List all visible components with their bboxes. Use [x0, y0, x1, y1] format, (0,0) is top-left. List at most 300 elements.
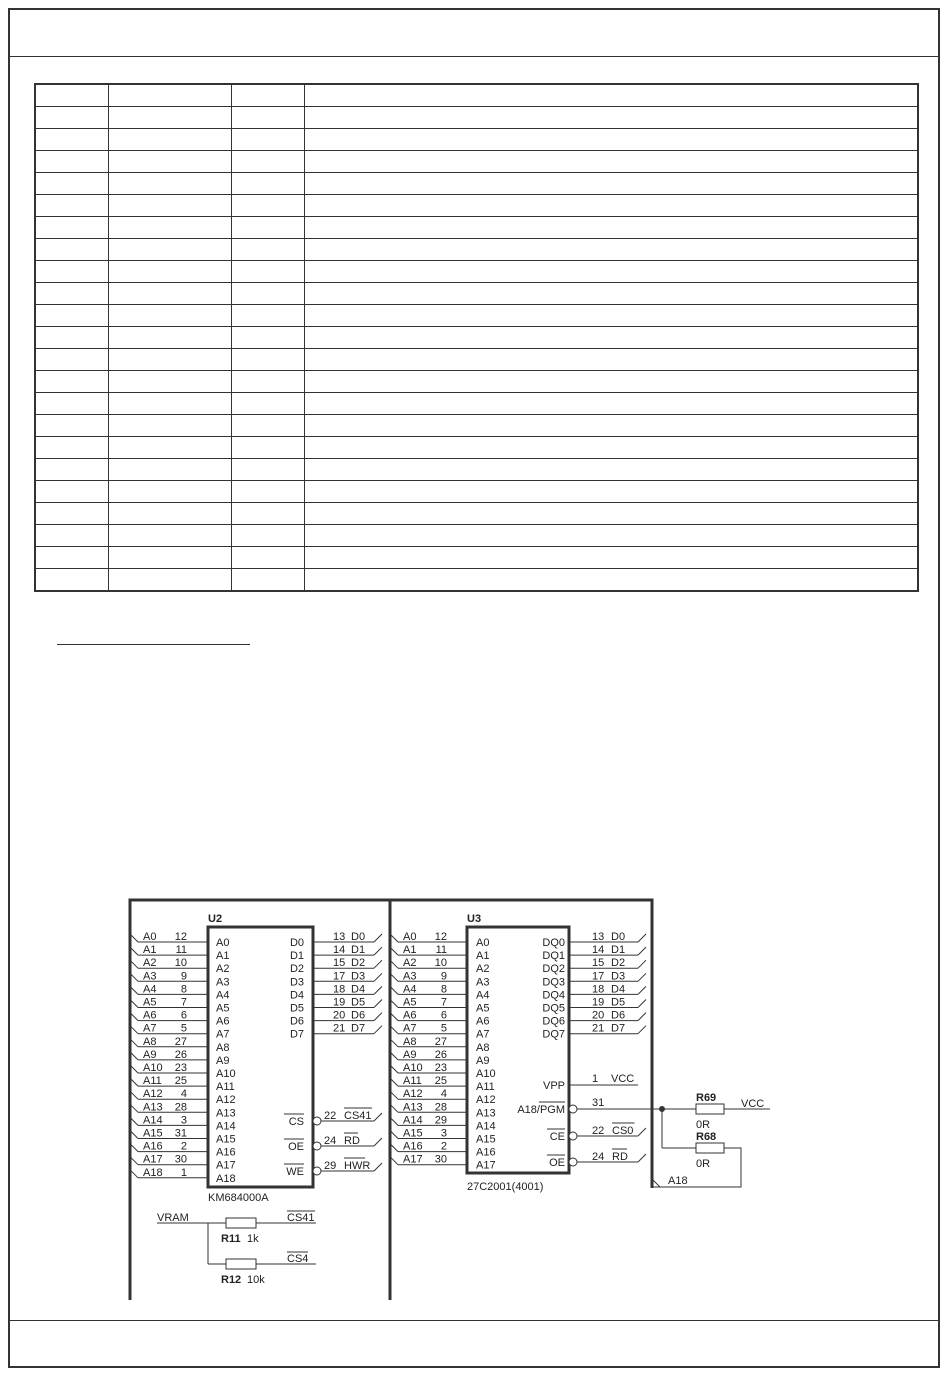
table-cell	[304, 327, 918, 349]
table-cell	[35, 459, 108, 481]
table-cell	[108, 217, 231, 239]
u3-addr-pin-name: A6	[476, 1015, 490, 1028]
u3-addr-pin-name: A1	[476, 950, 490, 963]
u2-addr-pin-number: 6	[180, 1009, 187, 1022]
u3-data-net-label: D4	[611, 983, 626, 996]
table-cell	[35, 84, 108, 107]
u2-addr-net-label: A13	[143, 1101, 163, 1114]
u2-addr-net-label: A5	[143, 996, 157, 1009]
u3-addr-net-label: A11	[403, 1075, 422, 1088]
u2-addr-pin-name: A14	[216, 1120, 236, 1133]
table-cell	[35, 503, 108, 525]
table-cell	[304, 217, 918, 239]
table-cell	[231, 283, 304, 305]
table-cell	[231, 129, 304, 151]
table-cell	[35, 261, 108, 283]
r68-value-label: 0R	[696, 1158, 711, 1170]
u3-ce-pin-number: 22	[592, 1125, 605, 1137]
u3-addr-pin-name: A16	[476, 1146, 496, 1159]
u2-ctrl-net-label: CS41	[344, 1110, 372, 1122]
u3-addr-net-label: A9	[403, 1048, 417, 1061]
u2-addr-pin-number: 11	[175, 944, 187, 957]
table-cell	[108, 393, 231, 415]
u2-addr-net-label: A3	[143, 970, 157, 983]
u2-addr-pin-name: A11	[216, 1081, 235, 1094]
bus-entry	[374, 934, 382, 942]
u2-addr-pin-number: 5	[180, 1022, 187, 1035]
table-cell	[304, 305, 918, 327]
table-cell	[35, 283, 108, 305]
table-cell	[231, 371, 304, 393]
u3-pgm-inversion-bubble	[569, 1105, 577, 1113]
table-cell	[35, 129, 108, 151]
u3-data-pin-name: DQ4	[542, 989, 565, 1002]
r12-value-label: 10k	[247, 1274, 265, 1286]
table-cell	[108, 349, 231, 371]
u3-addr-net-label: A12	[403, 1088, 423, 1101]
table-cell	[231, 239, 304, 261]
u2-addr-net-label: A8	[143, 1035, 157, 1048]
u2-data-pin-number: 15	[333, 957, 346, 970]
table-cell	[231, 459, 304, 481]
u3-addr-pin-name: A10	[476, 1068, 496, 1080]
u3-data-pin-name: DQ0	[542, 937, 565, 949]
table-cell	[108, 305, 231, 327]
table-row	[35, 547, 918, 569]
u3-addr-pin-number: 25	[434, 1075, 447, 1088]
u3-addr-pin-name: A5	[476, 1002, 490, 1015]
u2-data-net-label: D7	[351, 1022, 366, 1035]
u2-addr-pin-name: A9	[216, 1054, 230, 1067]
u2-addr-net-label: A17	[143, 1153, 163, 1166]
r11-net-label: CS41	[287, 1212, 315, 1224]
u3-data-pin-number: 20	[592, 1009, 605, 1022]
u3-oe-pin-number: 24	[592, 1151, 605, 1163]
u2-data-net-label: D5	[351, 996, 366, 1009]
table-cell	[231, 569, 304, 592]
table-row	[35, 349, 918, 371]
table-cell	[108, 151, 231, 173]
r69-ref-label: R69	[696, 1092, 717, 1104]
u2-data-net-label: D2	[351, 957, 366, 970]
u2-addr-pin-name: A12	[216, 1094, 236, 1107]
u2-addr-pin-name: A7	[216, 1028, 230, 1041]
u3-data-net-label: D0	[611, 931, 626, 943]
table-cell	[231, 481, 304, 503]
table-cell	[108, 503, 231, 525]
table-row	[35, 525, 918, 547]
u3-addr-pin-name: A17	[476, 1159, 496, 1172]
table-cell	[35, 107, 108, 129]
u2-addr-pin-number: 2	[180, 1140, 187, 1153]
bus-entry	[374, 986, 382, 994]
vram-label: VRAM	[157, 1212, 189, 1224]
u2-addr-net-label: A0	[143, 931, 157, 943]
u3-data-pin-number: 15	[592, 957, 605, 970]
u3-data-net-label: D6	[611, 1009, 626, 1022]
u3-addr-net-label: A14	[403, 1114, 423, 1127]
table-row	[35, 84, 918, 107]
u2-addr-net-label: A15	[143, 1127, 163, 1140]
table-cell	[304, 437, 918, 459]
u2-addr-net-label: A10	[143, 1062, 163, 1074]
table-cell	[304, 371, 918, 393]
u3-data-net-label: D3	[611, 970, 626, 983]
table-cell	[108, 107, 231, 129]
table-row	[35, 217, 918, 239]
u2-addr-net-label: A11	[143, 1075, 162, 1088]
r11-resistor-body	[226, 1218, 256, 1228]
table-cell	[35, 525, 108, 547]
u3-data-net-label: D5	[611, 996, 626, 1009]
u3-data-pin-number: 18	[592, 983, 605, 996]
table-cell	[231, 415, 304, 437]
table-cell	[231, 327, 304, 349]
u2-data-pin-name: D3	[289, 976, 304, 989]
bus-entry	[374, 1113, 382, 1121]
table-cell	[108, 481, 231, 503]
table-cell	[304, 503, 918, 525]
table-cell	[35, 305, 108, 327]
table-cell	[35, 481, 108, 503]
table-cell	[304, 481, 918, 503]
u3-data-pin-number: 14	[592, 944, 605, 957]
u2-addr-pin-number: 7	[180, 996, 187, 1009]
table-cell	[108, 239, 231, 261]
table-cell	[304, 173, 918, 195]
bus-entry	[638, 986, 646, 994]
u2-addr-pin-name: A18	[216, 1172, 236, 1185]
table-cell	[231, 305, 304, 327]
u3-data-net-label: D1	[611, 944, 626, 957]
table-cell	[304, 547, 918, 569]
u3-addr-net-label: A13	[403, 1101, 423, 1114]
u2-data-pin-name: D6	[289, 1015, 304, 1028]
table-row	[35, 481, 918, 503]
u2-data-net-label: D4	[351, 983, 366, 996]
table-cell	[231, 107, 304, 129]
u3-addr-pin-number: 5	[440, 1022, 447, 1035]
u3-vpp-net-label: VCC	[611, 1073, 635, 1085]
u2-addr-net-label: A18	[143, 1166, 163, 1179]
table-cell	[108, 173, 231, 195]
u3-addr-pin-number: 29	[434, 1114, 447, 1127]
table-cell	[304, 525, 918, 547]
u2-addr-pin-number: 10	[174, 957, 187, 970]
table-cell	[108, 283, 231, 305]
table-cell	[231, 217, 304, 239]
table-row	[35, 173, 918, 195]
u2-addr-net-label: A4	[143, 983, 157, 996]
bus-entry	[374, 1000, 382, 1008]
u3-addr-net-label: A4	[403, 983, 417, 996]
u3-addr-net-label: A16	[403, 1140, 423, 1153]
table-cell	[108, 547, 231, 569]
table-cell	[304, 459, 918, 481]
u2-addr-net-label: A2	[143, 957, 157, 970]
u2-ctrl-inversion-bubble	[313, 1167, 321, 1175]
table-row	[35, 503, 918, 525]
bus-entry	[638, 934, 646, 942]
bus-entry	[638, 947, 646, 955]
r68-ref-label: R68	[696, 1131, 717, 1143]
r11-ref-label: R11	[221, 1233, 241, 1245]
u2-addr-net-label: A9	[143, 1048, 157, 1061]
u3-addr-pin-number: 28	[434, 1101, 447, 1114]
u2-addr-pin-name: A6	[216, 1015, 230, 1028]
table-cell	[108, 261, 231, 283]
u3-oe-pin-name: OE	[549, 1157, 565, 1169]
bus-entry	[374, 973, 382, 981]
u2-part-label: KM684000A	[208, 1192, 269, 1204]
u2-ctrl-pin-number: 22	[324, 1110, 337, 1122]
u2-data-pin-name: D5	[289, 1002, 304, 1015]
u3-data-net-label: D2	[611, 957, 626, 970]
u3-addr-pin-name: A15	[476, 1133, 496, 1146]
u3-addr-pin-name: A9	[476, 1054, 490, 1067]
u3-addr-pin-number: 27	[434, 1035, 447, 1048]
u3-addr-net-label: A2	[403, 957, 417, 970]
r69-resistor-body	[696, 1104, 724, 1114]
u2-addr-pin-name: A16	[216, 1146, 236, 1159]
u2-addr-pin-number: 25	[174, 1075, 187, 1088]
u3-addr-net-label: A7	[403, 1022, 417, 1035]
u2-data-pin-number: 18	[333, 983, 346, 996]
grid-body	[35, 84, 918, 591]
u3-vpp-pin-number: 1	[592, 1073, 599, 1085]
table-cell	[231, 195, 304, 217]
u2-ctrl-pin-name: OE	[288, 1141, 304, 1153]
table-cell	[304, 239, 918, 261]
u3-pgm-pin-name: A18/PGM	[517, 1104, 565, 1116]
r11-value-label: 1k	[247, 1233, 259, 1245]
table-cell	[35, 349, 108, 371]
u3-addr-net-label: A3	[403, 970, 417, 983]
u2-ctrl-pin-name: WE	[286, 1166, 304, 1178]
bus-entry	[638, 960, 646, 968]
u2-addr-pin-name: A8	[216, 1041, 230, 1054]
u2-addr-pin-name: A13	[216, 1107, 236, 1120]
table-cell	[304, 107, 918, 129]
table-cell	[108, 84, 231, 107]
table-row	[35, 459, 918, 481]
u3-ce-inversion-bubble	[569, 1132, 577, 1140]
u2-ctrl-pin-number: 29	[324, 1160, 337, 1172]
u2-data-pin-number: 17	[333, 970, 346, 983]
u2-data-pin-name: D4	[289, 989, 304, 1002]
table-cell	[108, 129, 231, 151]
table-cell	[35, 327, 108, 349]
table-row	[35, 415, 918, 437]
table-cell	[231, 349, 304, 371]
u2-addr-pin-number: 31	[174, 1127, 187, 1140]
u3-addr-pin-name: A7	[476, 1028, 490, 1041]
u3-data-pin-name: DQ3	[542, 976, 565, 989]
table-cell	[35, 437, 108, 459]
u2-addr-pin-name: A4	[216, 989, 230, 1002]
u3-data-pin-name: DQ6	[542, 1015, 565, 1028]
u3-addr-pin-number: 10	[434, 957, 447, 970]
table-cell	[231, 261, 304, 283]
u3-addr-pin-number: 3	[440, 1127, 447, 1140]
memory-schematic	[0, 880, 950, 1300]
table-cell	[304, 415, 918, 437]
footer-rule	[8, 1320, 940, 1321]
u3-addr-net-label: A15	[403, 1127, 423, 1140]
u2-addr-net-label: A1	[143, 944, 157, 957]
table-cell	[35, 569, 108, 592]
u3-pgm-pin-number: 31	[592, 1097, 605, 1109]
table-cell	[231, 547, 304, 569]
u3-addr-net-label: A17	[403, 1153, 423, 1166]
table-row	[35, 239, 918, 261]
bus-entry	[638, 1154, 646, 1162]
table-cell	[108, 525, 231, 547]
u3-part-label: 27C2001(4001)	[467, 1181, 544, 1193]
table-cell	[35, 217, 108, 239]
u3-data-pin-name: DQ5	[542, 1002, 565, 1015]
u3-ref-label: U3	[467, 913, 482, 925]
a18-net-label: A18	[668, 1175, 688, 1187]
u3-addr-pin-number: 9	[440, 970, 447, 983]
table-cell	[108, 459, 231, 481]
table-row	[35, 393, 918, 415]
u2-data-pin-number: 20	[333, 1009, 346, 1022]
u3-addr-pin-name: A12	[476, 1094, 496, 1107]
table-row	[35, 129, 918, 151]
u3-data-pin-number: 13	[592, 931, 605, 943]
table-row	[35, 195, 918, 217]
u2-ctrl-net-label: RD	[344, 1135, 360, 1147]
u2-addr-pin-name: A3	[216, 976, 230, 989]
u3-addr-pin-name: A0	[476, 937, 490, 949]
u2-ctrl-net-label: HWR	[344, 1160, 371, 1172]
u2-data-pin-number: 14	[333, 944, 346, 957]
r68-resistor-body	[696, 1143, 724, 1153]
table-cell	[231, 437, 304, 459]
bus-entry	[374, 1163, 382, 1171]
r69-net-label: VCC	[741, 1098, 765, 1110]
u2-addr-pin-number: 30	[174, 1153, 187, 1166]
u2-addr-net-label: A16	[143, 1140, 163, 1153]
u3-data-net-label: D7	[611, 1022, 626, 1035]
table-cell	[108, 195, 231, 217]
u2-addr-net-label: A7	[143, 1022, 157, 1035]
table-cell	[108, 415, 231, 437]
u3-oe-inversion-bubble	[569, 1158, 577, 1166]
u3-addr-net-label: A6	[403, 1009, 417, 1022]
r69-value-label: 0R	[696, 1119, 711, 1131]
header-rule	[8, 56, 940, 57]
table-cell	[304, 129, 918, 151]
u3-ce-pin-name: CE	[549, 1131, 565, 1143]
u2-addr-pin-name: A5	[216, 1002, 230, 1015]
table-cell	[304, 569, 918, 592]
u3-data-pin-name: DQ2	[542, 963, 565, 976]
table-cell	[231, 173, 304, 195]
bus-entry	[374, 947, 382, 955]
u2-addr-net-label: A12	[143, 1088, 163, 1101]
u2-ref-label: U2	[208, 913, 223, 925]
u3-data-pin-number: 21	[592, 1022, 605, 1035]
u3-addr-pin-number: 2	[440, 1140, 447, 1153]
bus-entry	[638, 1000, 646, 1008]
table-cell	[231, 503, 304, 525]
table-cell	[231, 393, 304, 415]
u3-data-pin-number: 19	[592, 996, 605, 1009]
u2-addr-pin-name: A1	[216, 950, 230, 963]
u2-data-pin-name: D1	[289, 950, 304, 963]
u3-addr-pin-name: A3	[476, 976, 490, 989]
table-cell	[35, 371, 108, 393]
u2-addr-pin-name: A15	[216, 1133, 236, 1146]
table-row	[35, 437, 918, 459]
u3-addr-pin-number: 12	[434, 931, 447, 943]
table-row	[35, 283, 918, 305]
empty-grid-table	[34, 83, 919, 592]
u3-addr-pin-name: A8	[476, 1041, 490, 1054]
u2-data-pin-number: 19	[333, 996, 346, 1009]
u3-addr-pin-number: 11	[435, 944, 447, 957]
u2-addr-pin-number: 4	[180, 1088, 187, 1101]
table-cell	[35, 195, 108, 217]
u3-addr-pin-number: 23	[434, 1062, 447, 1074]
table-cell	[231, 525, 304, 547]
u2-data-net-label: D0	[351, 931, 366, 943]
table-row	[35, 371, 918, 393]
table-cell	[304, 393, 918, 415]
u2-addr-pin-number: 8	[180, 983, 187, 996]
u3-addr-pin-number: 30	[434, 1153, 447, 1166]
u3-addr-net-label: A8	[403, 1035, 417, 1048]
bus-entry	[374, 1013, 382, 1021]
table-row	[35, 261, 918, 283]
u2-addr-net-label: A14	[143, 1114, 163, 1127]
bus-entry	[638, 973, 646, 981]
u2-data-pin-name: D2	[289, 963, 304, 976]
u3-addr-net-label: A5	[403, 996, 417, 1009]
u2-addr-pin-number: 27	[174, 1035, 187, 1048]
u2-addr-pin-name: A2	[216, 963, 230, 976]
u3-addr-pin-name: A4	[476, 989, 490, 1002]
bus-entry	[374, 1026, 382, 1034]
u3-data-pin-name: DQ1	[542, 950, 565, 963]
table-cell	[35, 239, 108, 261]
u2-data-pin-name: D0	[289, 937, 304, 949]
u3-oe-net-label: RD	[612, 1151, 628, 1163]
table-cell	[304, 151, 918, 173]
table-cell	[35, 415, 108, 437]
u3-addr-pin-name: A2	[476, 963, 490, 976]
table-row	[35, 305, 918, 327]
u2-data-pin-name: D7	[289, 1028, 304, 1041]
u2-data-net-label: D3	[351, 970, 366, 983]
u2-ctrl-inversion-bubble	[313, 1117, 321, 1125]
u2-addr-pin-number: 9	[180, 970, 187, 983]
u3-addr-net-label: A1	[403, 944, 417, 957]
table-cell	[108, 437, 231, 459]
u2-addr-pin-number: 26	[174, 1048, 187, 1061]
table-row	[35, 327, 918, 349]
r12-net-label: CS4	[287, 1253, 309, 1265]
u3-addr-pin-name: A11	[476, 1081, 495, 1094]
u2-data-pin-number: 13	[333, 931, 346, 943]
u3-addr-pin-name: A14	[476, 1120, 496, 1133]
table-cell	[108, 371, 231, 393]
table-cell	[108, 569, 231, 592]
table-cell	[304, 283, 918, 305]
u2-addr-pin-number: 12	[174, 931, 187, 943]
